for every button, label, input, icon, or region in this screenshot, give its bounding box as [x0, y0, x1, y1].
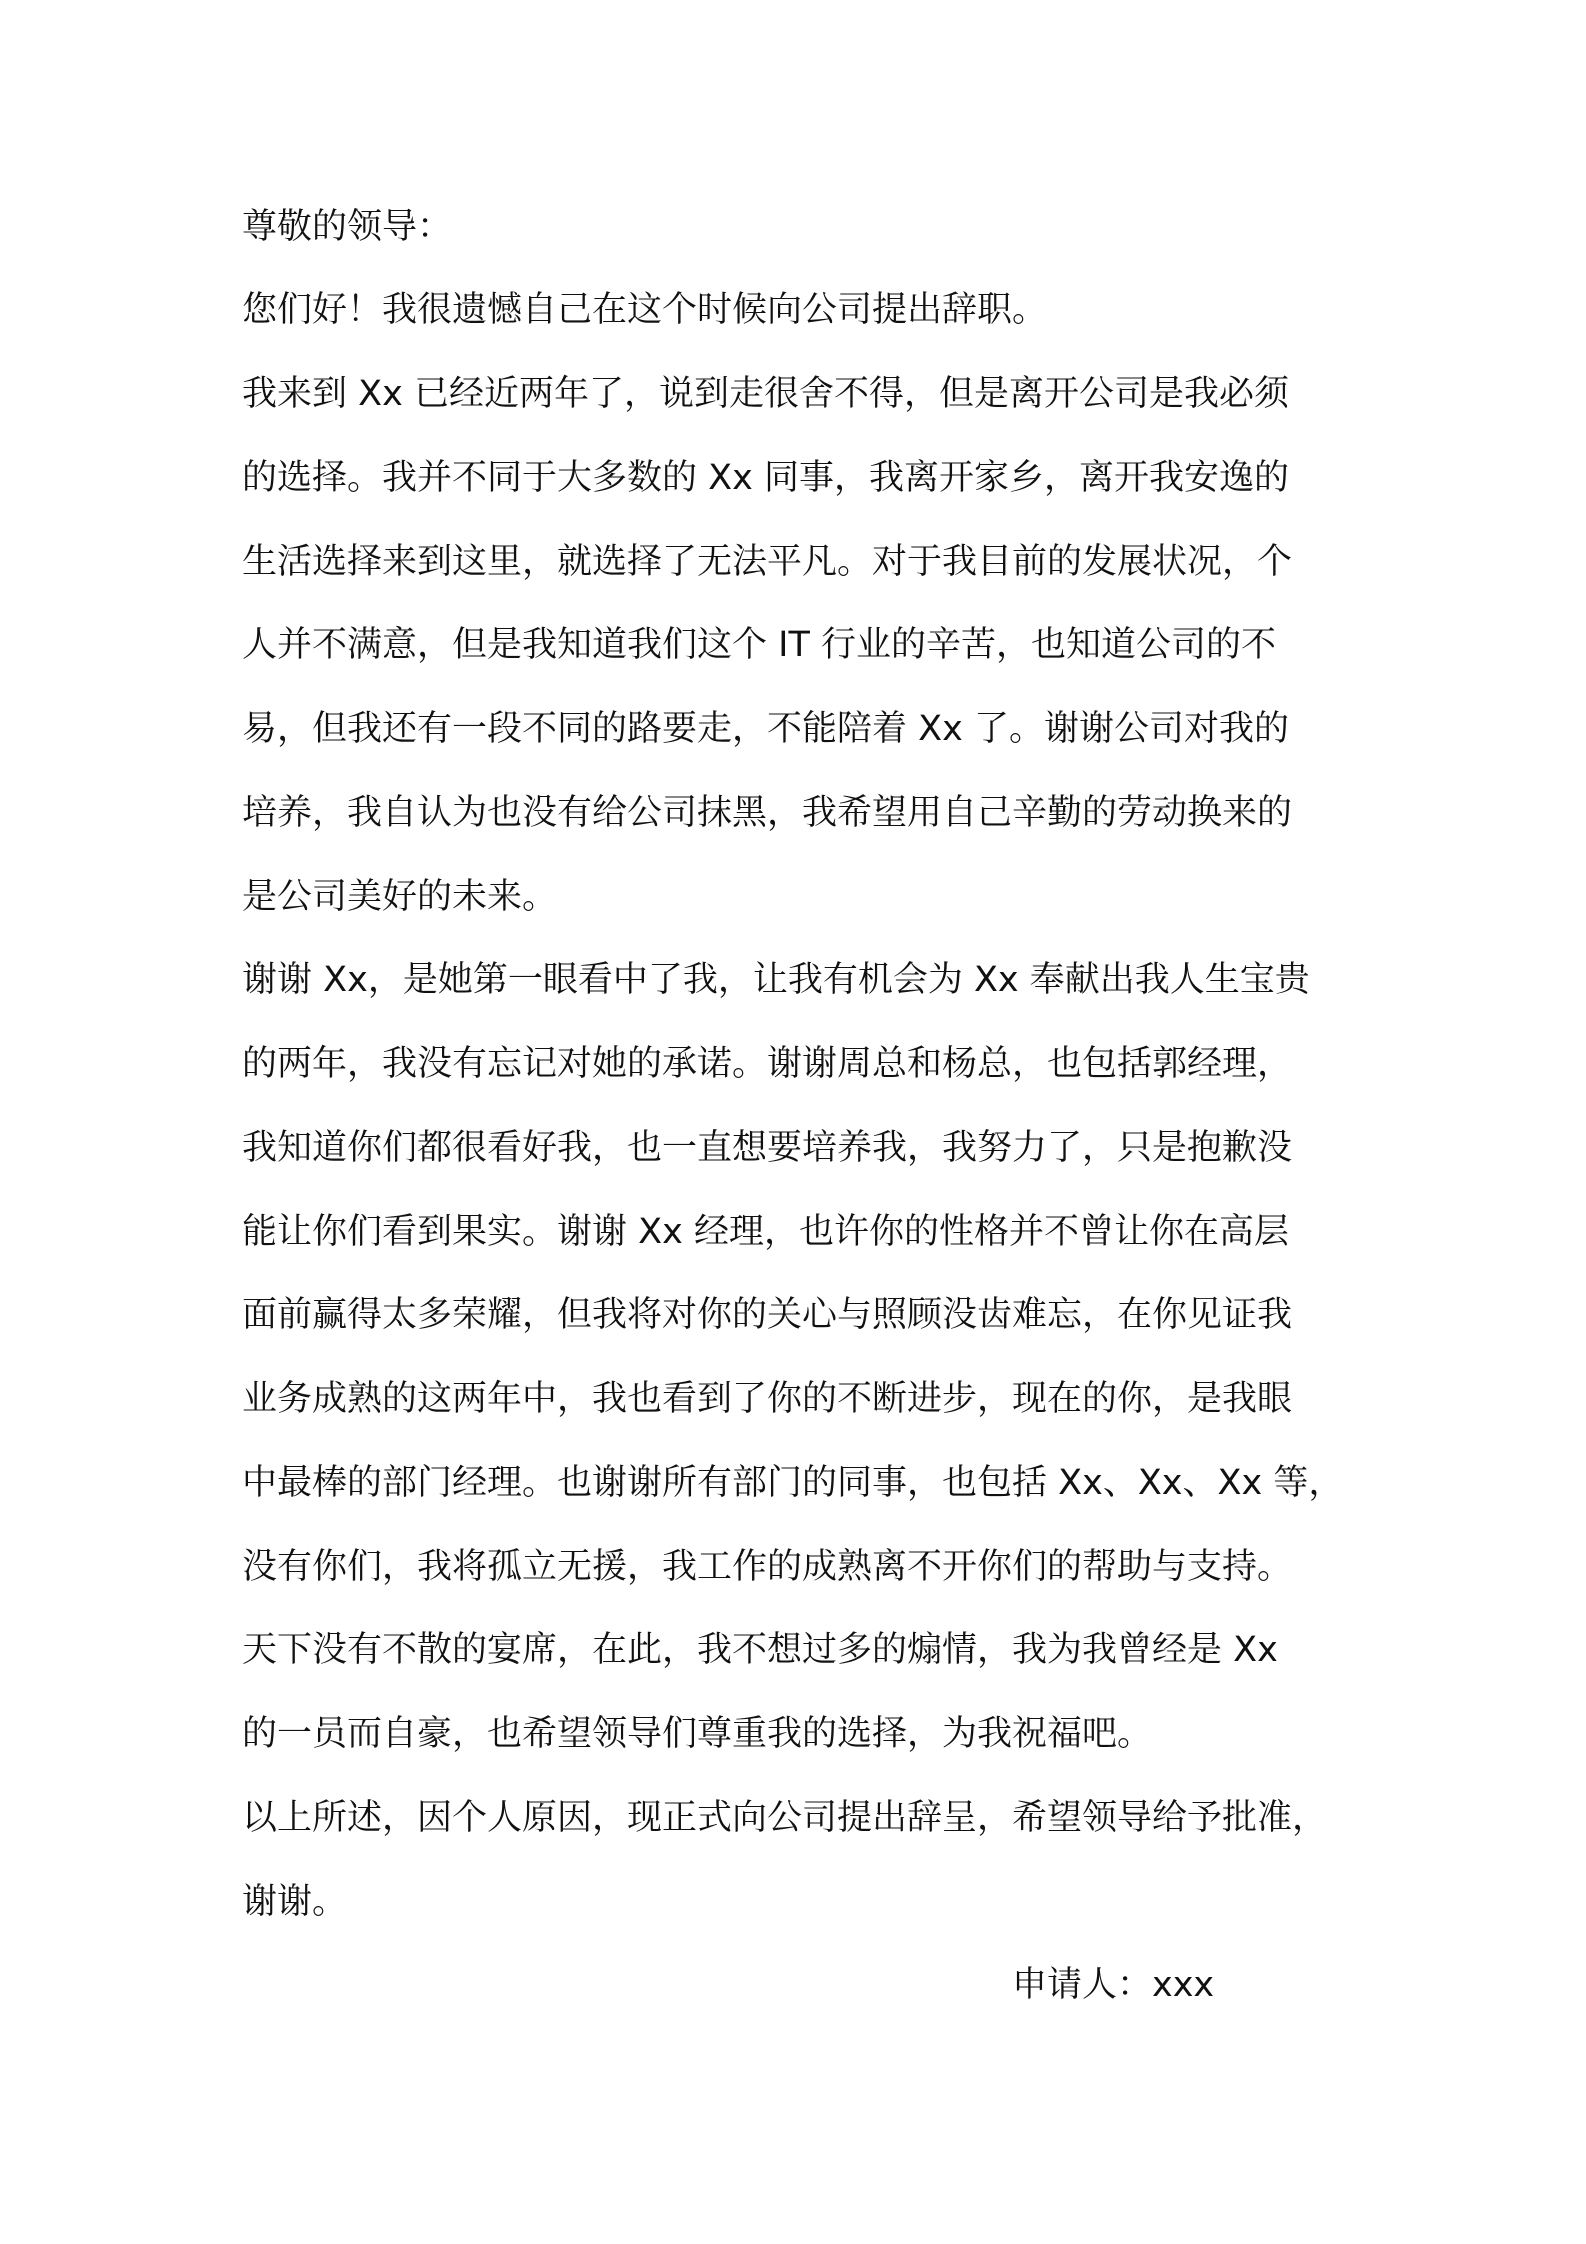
letter-line-6: 易，但我还有一段不同的路要走，不能陪着 Xx 了。谢谢公司对我的 — [242, 709, 1289, 749]
letter-signature: 申请人：xxx — [1012, 1965, 1215, 2005]
letter-line-7: 培养，我自认为也没有给公司抹黑，我希望用自己辛勤的劳动换来的 — [242, 793, 1293, 833]
letter-line-19: 以上所述，因个人原因，现正式向公司提出辞呈，希望领导给予批准， — [242, 1798, 1328, 1838]
letter-line-10: 的两年，我没有忘记对她的承诺。谢谢周总和杨总，也包括郭经理， — [242, 1044, 1293, 1084]
letter-salutation: 尊敬的领导： — [242, 207, 453, 247]
letter-line-13: 面前赢得太多荣耀，但我将对你的关心与照顾没齿难忘，在你见证我 — [242, 1295, 1293, 1335]
letter-line-20: 谢谢。 — [242, 1882, 348, 1922]
letter-line-12: 能让你们看到果实。谢谢 Xx 经理，也许你的性格并不曾让你在高层 — [242, 1212, 1289, 1252]
letter-line-17: 天下没有不散的宴席，在此，我不想过多的煽情，我为我曾经是 Xx — [242, 1630, 1278, 1670]
letter-line-9: 谢谢 Xx，是她第一眼看中了我，让我有机会为 Xx 奉献出我人生宝贵 — [242, 960, 1310, 1000]
letter-line-5: 人并不满意，但是我知道我们这个 IT 行业的辛苦，也知道公司的不 — [242, 625, 1276, 665]
letter-line-3: 的选择。我并不同于大多数的 Xx 同事，我离开家乡，离开我安逸的 — [242, 458, 1289, 498]
letter-line-11: 我知道你们都很看好我，也一直想要培养我，我努力了，只是抱歉没 — [242, 1128, 1293, 1168]
letter-line-4: 生活选择来到这里，就选择了无法平凡。对于我目前的发展状况，个 — [242, 542, 1293, 582]
letter-line-18: 的一员而自豪，也希望领导们尊重我的选择，为我祝福吧。 — [242, 1714, 1153, 1754]
letter-line-8: 是公司美好的未来。 — [242, 877, 558, 917]
letter-line-2: 我来到 Xx 已经近两年了，说到走很舍不得，但是离开公司是我必须 — [242, 374, 1289, 414]
letter-line-1: 您们好！我很遗憾自己在这个时候向公司提出辞职。 — [242, 290, 1048, 330]
letter-line-15: 中最棒的部门经理。也谢谢所有部门的同事，也包括 Xx、Xx、Xx 等， — [242, 1463, 1344, 1503]
letter-line-14: 业务成熟的这两年中，我也看到了你的不断进步，现在的你，是我眼 — [242, 1379, 1293, 1419]
letter-line-16: 没有你们，我将孤立无援，我工作的成熟离不开你们的帮助与支持。 — [242, 1547, 1293, 1587]
